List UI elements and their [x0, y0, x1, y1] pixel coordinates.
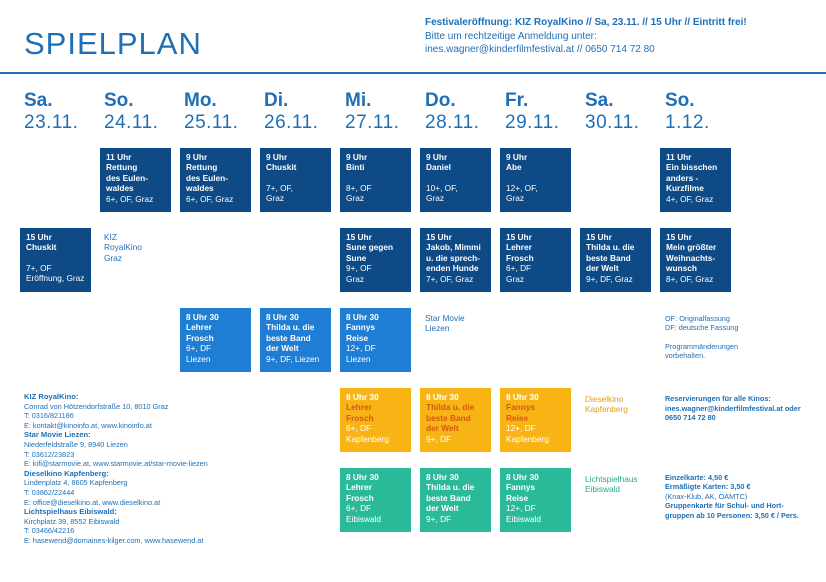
day-header	[24, 90, 104, 134]
screening-time: 9 Uhr	[506, 152, 528, 162]
contact-line[interactable]: E: kifi@starmovie.at, www.starmovie.at/star-movie-liezen	[24, 459, 208, 469]
day-name: Mo.	[184, 90, 217, 111]
film-title: Jakob, Mimmi	[426, 242, 481, 253]
day-date: 25.11.	[184, 112, 239, 133]
screening-time: 15 Uhr	[426, 232, 452, 242]
screening-info: 12+, DF	[346, 343, 376, 354]
day-header	[184, 90, 264, 134]
screening-time: 9 Uhr	[186, 152, 208, 162]
day-header	[264, 90, 344, 134]
film-title: Fannys	[506, 482, 536, 493]
film-title: Thilda u. die	[426, 402, 475, 413]
film-title: Chuskit	[26, 242, 57, 253]
film-title: Binti	[346, 162, 365, 173]
venue-label-lichtspielhaus	[585, 474, 657, 495]
screening-info: 10+, OF,	[426, 182, 458, 193]
film-title: Thilda u. die	[266, 322, 315, 333]
screening-card[interactable]	[340, 228, 411, 292]
legend-note: Programmänderungen	[665, 341, 739, 351]
day-name: So.	[104, 90, 134, 111]
screening-info: Graz	[346, 273, 364, 284]
film-title: Ein bisschen	[666, 162, 718, 173]
film-title: wunsch	[666, 263, 697, 274]
day-date: 30.11.	[585, 112, 640, 133]
film-title: Fannys	[506, 402, 536, 413]
film-title: Lehrer	[186, 322, 212, 333]
day-name: Sa.	[585, 90, 614, 111]
screening-time: 8 Uhr 30	[346, 312, 379, 322]
film-title: waldes	[186, 183, 214, 194]
reservation-phone[interactable]: 0650 714 72 80	[665, 413, 716, 422]
registration-note: Bitte um rechtzeitige Anmeldung unter:	[425, 30, 597, 42]
screening-card[interactable]	[500, 388, 571, 452]
screening-card[interactable]	[660, 148, 731, 212]
screening-time: 15 Uhr	[666, 232, 692, 242]
screening-info: 12+, DF	[506, 503, 536, 514]
screening-card[interactable]	[500, 148, 571, 212]
venue-line: RoyalKino	[104, 242, 142, 253]
screening-info: Eibiswald	[346, 513, 382, 524]
screening-info: 9+, DF, Graz	[586, 273, 633, 284]
film-title: beste Band	[426, 492, 471, 503]
film-title: waldes	[106, 183, 134, 194]
venue-line: Star Movie	[425, 313, 465, 323]
screening-info: 7+, OF, Graz	[426, 273, 474, 284]
price-reduced: Ermäßigte Karten: 3,50 €	[665, 482, 751, 492]
contact-line: T: 03466/42216	[24, 526, 75, 536]
screening-info: 6+, DF	[506, 263, 532, 274]
screening-card[interactable]	[340, 148, 411, 212]
screening-info: Graz	[346, 193, 364, 204]
film-title: Frosch	[186, 332, 214, 343]
screening-info: Liezen	[186, 353, 211, 364]
day-header	[505, 90, 585, 134]
screening-info: 6+, OF, Graz	[106, 193, 154, 204]
film-title: Sune gegen	[346, 242, 394, 253]
screening-time: 9 Uhr	[346, 152, 368, 162]
film-title: des Eulen-	[106, 172, 148, 183]
venue-line: Lichtspielhaus	[585, 474, 638, 484]
screening-card[interactable]	[420, 388, 491, 452]
venue-line: KIZ	[104, 232, 117, 242]
film-title: beste Band	[586, 252, 631, 263]
screening-card[interactable]	[420, 148, 491, 212]
price-group: Gruppenkarte für Schul- und Hort-	[665, 501, 784, 511]
day-header	[425, 90, 505, 134]
film-title: Lehrer	[506, 242, 532, 253]
contact-line: T: 03612/23823	[24, 449, 75, 459]
contact-line: T: 03862/22444	[24, 487, 75, 497]
legend	[665, 314, 815, 361]
day-name: Fr.	[505, 90, 529, 111]
film-title: u. die sprech-	[426, 252, 480, 263]
screening-time: 15 Uhr	[346, 232, 372, 242]
screening-time: 8 Uhr 30	[426, 472, 459, 482]
contact-line: T: 0316/821186	[24, 411, 74, 421]
contact-title: Lichtspielhaus Eibiswald:	[24, 507, 117, 517]
reservation-email[interactable]: ines.wagner@kinderfilmfestival.at oder	[665, 403, 801, 413]
film-title: beste Band	[266, 332, 311, 343]
film-title: Fannys	[346, 322, 376, 333]
day-date: 23.11.	[24, 112, 79, 133]
screening-time: 8 Uhr 30	[266, 312, 299, 322]
film-title: Kurzfilme	[666, 183, 704, 194]
screening-time: 8 Uhr 30	[426, 392, 459, 402]
film-title: Thilda u. die	[426, 482, 475, 493]
film-title: der Welt	[266, 343, 299, 354]
venue-label-dieselkino	[585, 394, 657, 415]
screening-card[interactable]	[100, 148, 171, 212]
contact-line: Niederfeldstraße 9, 8940 Liezen	[24, 439, 128, 449]
screening-info: Liezen	[346, 353, 371, 364]
venue-line: Liezen	[425, 323, 450, 334]
screening-info: Eibiswald	[506, 513, 542, 524]
film-title: Reise	[506, 412, 529, 423]
screening-info: Eröffnung, Graz	[26, 273, 85, 284]
screening-card[interactable]	[420, 468, 491, 532]
screening-info: 9+, OF	[346, 263, 372, 274]
film-title: Mein größter	[666, 242, 717, 253]
screening-info: 12+, DF	[506, 423, 536, 434]
screening-info: Kapfenberg	[346, 433, 389, 444]
legend-of: OF: Originalfassung	[665, 314, 730, 323]
screening-info: 6+, OF, Graz	[186, 193, 234, 204]
day-name: So.	[665, 90, 695, 111]
screening-info: 8+, OF	[346, 182, 372, 193]
screening-info: 9+, DF, Liezen	[266, 353, 320, 364]
film-title: Lehrer	[346, 482, 372, 493]
venue-line: Eibiswald	[585, 484, 621, 495]
contact-line[interactable]: E: kontakt@kinoinfo.at, www.kinoinfo.at	[24, 420, 152, 430]
venue-label-kiz	[104, 232, 176, 263]
screening-card[interactable]	[580, 228, 651, 292]
price-group: gruppen ab 10 Personen: 3,50 € / Pers.	[665, 510, 799, 520]
legend-df: DF: deutsche Fassung	[665, 323, 739, 333]
header-divider	[0, 72, 826, 74]
film-title: Frosch	[506, 252, 534, 263]
film-title: der Welt	[426, 423, 459, 434]
contact-line: Kirchplatz 39, 8552 Eibiswald	[24, 516, 120, 526]
day-date: 28.11.	[425, 112, 480, 133]
film-title: anders -	[666, 172, 699, 183]
film-title: Sune	[346, 252, 367, 263]
film-title: Daniel	[426, 162, 451, 173]
venue-line: Graz	[104, 252, 122, 263]
screening-time: 8 Uhr 30	[346, 392, 379, 402]
price-single: Einzelkarte: 4,50 €	[665, 473, 729, 482]
film-title: Reise	[506, 492, 529, 503]
film-title: des Eulen-	[186, 172, 228, 183]
contact-title: Star Movie Liezen:	[24, 430, 91, 440]
screening-time: 11 Uhr	[106, 152, 132, 162]
film-title: Rettung	[186, 162, 218, 173]
screening-time: 8 Uhr 30	[346, 472, 379, 482]
film-title: Thilda u. die	[586, 242, 635, 253]
reservation-heading: Reservierungen für alle Kinos:	[665, 394, 771, 403]
venue-label-star-movie	[425, 313, 497, 334]
screening-time: 11 Uhr	[666, 152, 692, 162]
price-reduced-note: (Knax-Klub, AK, ÖAMTC)	[665, 491, 748, 501]
screening-time: 15 Uhr	[586, 232, 612, 242]
screening-info: 12+, OF,	[506, 182, 538, 193]
screening-time: 8 Uhr 30	[506, 472, 539, 482]
cinema-contacts	[24, 392, 324, 546]
legend-note: vorbehalten.	[665, 351, 706, 361]
day-date: 27.11.	[345, 112, 400, 133]
film-title: Chuskit	[266, 162, 297, 173]
contact-line: Conrad von Hötzendorfstraße 10, 8010 Graz	[24, 401, 169, 411]
day-date: 24.11.	[104, 112, 159, 133]
reservation-info	[665, 394, 823, 423]
screening-info: Graz	[506, 273, 524, 284]
day-header	[665, 90, 745, 134]
contact-title: Dieselkino Kapfenberg:	[24, 468, 109, 478]
film-title: Abe	[506, 162, 522, 173]
screening-info: 9+, DF	[426, 433, 452, 444]
screening-info: 6+, DF	[346, 423, 372, 434]
contact-title: KIZ RoyalKino:	[24, 392, 79, 401]
day-name: Do.	[425, 90, 456, 111]
registration-contact[interactable]: ines.wagner@kinderfilmfestival.at // 0650 714 72 80	[425, 44, 655, 55]
screening-info: 9+, DF	[426, 513, 452, 524]
screening-card[interactable]	[260, 148, 331, 212]
film-title: Frosch	[346, 412, 374, 423]
screening-card[interactable]	[20, 228, 91, 292]
screening-card[interactable]	[500, 228, 571, 292]
film-title: enden Hunde	[426, 263, 479, 274]
opening-info: Festivaleröffnung: KIZ RoyalKino // Sa, 23.11. // 15 Uhr // Eintritt frei!	[425, 17, 747, 28]
price-info	[665, 473, 825, 520]
day-name: Sa.	[24, 90, 53, 111]
film-title: Rettung	[106, 162, 138, 173]
film-title: beste Band	[426, 412, 471, 423]
screening-card[interactable]	[340, 308, 411, 372]
screening-info: 4+, OF, Graz	[666, 193, 714, 204]
screening-card[interactable]	[260, 308, 331, 372]
film-title: Weihnachts-	[666, 252, 716, 263]
film-title: der Welt	[426, 503, 459, 514]
screening-time: 8 Uhr 30	[186, 312, 219, 322]
screening-time: 15 Uhr	[26, 232, 52, 242]
screening-card[interactable]	[660, 228, 731, 292]
screening-card[interactable]	[180, 148, 251, 212]
screening-info: 8+, OF, Graz	[666, 273, 714, 284]
page-title: SPIELPLAN	[24, 26, 202, 61]
contact-line: Lindenplatz 4, 8605 Kapfenberg	[24, 478, 128, 488]
screening-info: Kapfenberg	[506, 433, 549, 444]
contact-line[interactable]: E: office@dieselkino.at, www.dieselkino.at	[24, 497, 161, 507]
contact-line[interactable]: E: hasewend@domaines-kilger.com, www.hasewend.at	[24, 535, 204, 545]
screening-card[interactable]	[340, 468, 411, 532]
film-title: der Welt	[586, 263, 619, 274]
screening-time: 15 Uhr	[506, 232, 532, 242]
day-date: 1.12.	[665, 112, 710, 133]
day-date: 26.11.	[264, 112, 319, 133]
day-name: Di.	[264, 90, 289, 111]
screening-info: 6+, DF	[186, 343, 212, 354]
day-header	[345, 90, 425, 134]
screening-info: 6+, DF	[346, 503, 372, 514]
screening-time: 8 Uhr 30	[506, 392, 539, 402]
screening-info: 7+, OF,	[266, 182, 293, 193]
film-title: Frosch	[346, 492, 374, 503]
day-header	[104, 90, 184, 134]
screening-time: 9 Uhr	[426, 152, 448, 162]
screening-info: Graz	[266, 193, 284, 204]
day-date: 29.11.	[505, 112, 560, 133]
festival-info	[425, 16, 820, 57]
day-name: Mi.	[345, 90, 372, 111]
screening-card[interactable]	[340, 388, 411, 452]
screening-card[interactable]	[420, 228, 491, 292]
film-title: Reise	[346, 332, 369, 343]
screening-info: Graz	[426, 193, 444, 204]
venue-line: Dieselkino	[585, 394, 624, 404]
film-title: Lehrer	[346, 402, 372, 413]
screening-time: 9 Uhr	[266, 152, 288, 162]
screening-info: 7+, OF	[26, 262, 52, 273]
screening-info: Graz	[506, 193, 524, 204]
screening-card[interactable]	[180, 308, 251, 372]
venue-line: Kapfenberg	[585, 404, 628, 415]
day-header	[585, 90, 665, 134]
screening-card[interactable]	[500, 468, 571, 532]
